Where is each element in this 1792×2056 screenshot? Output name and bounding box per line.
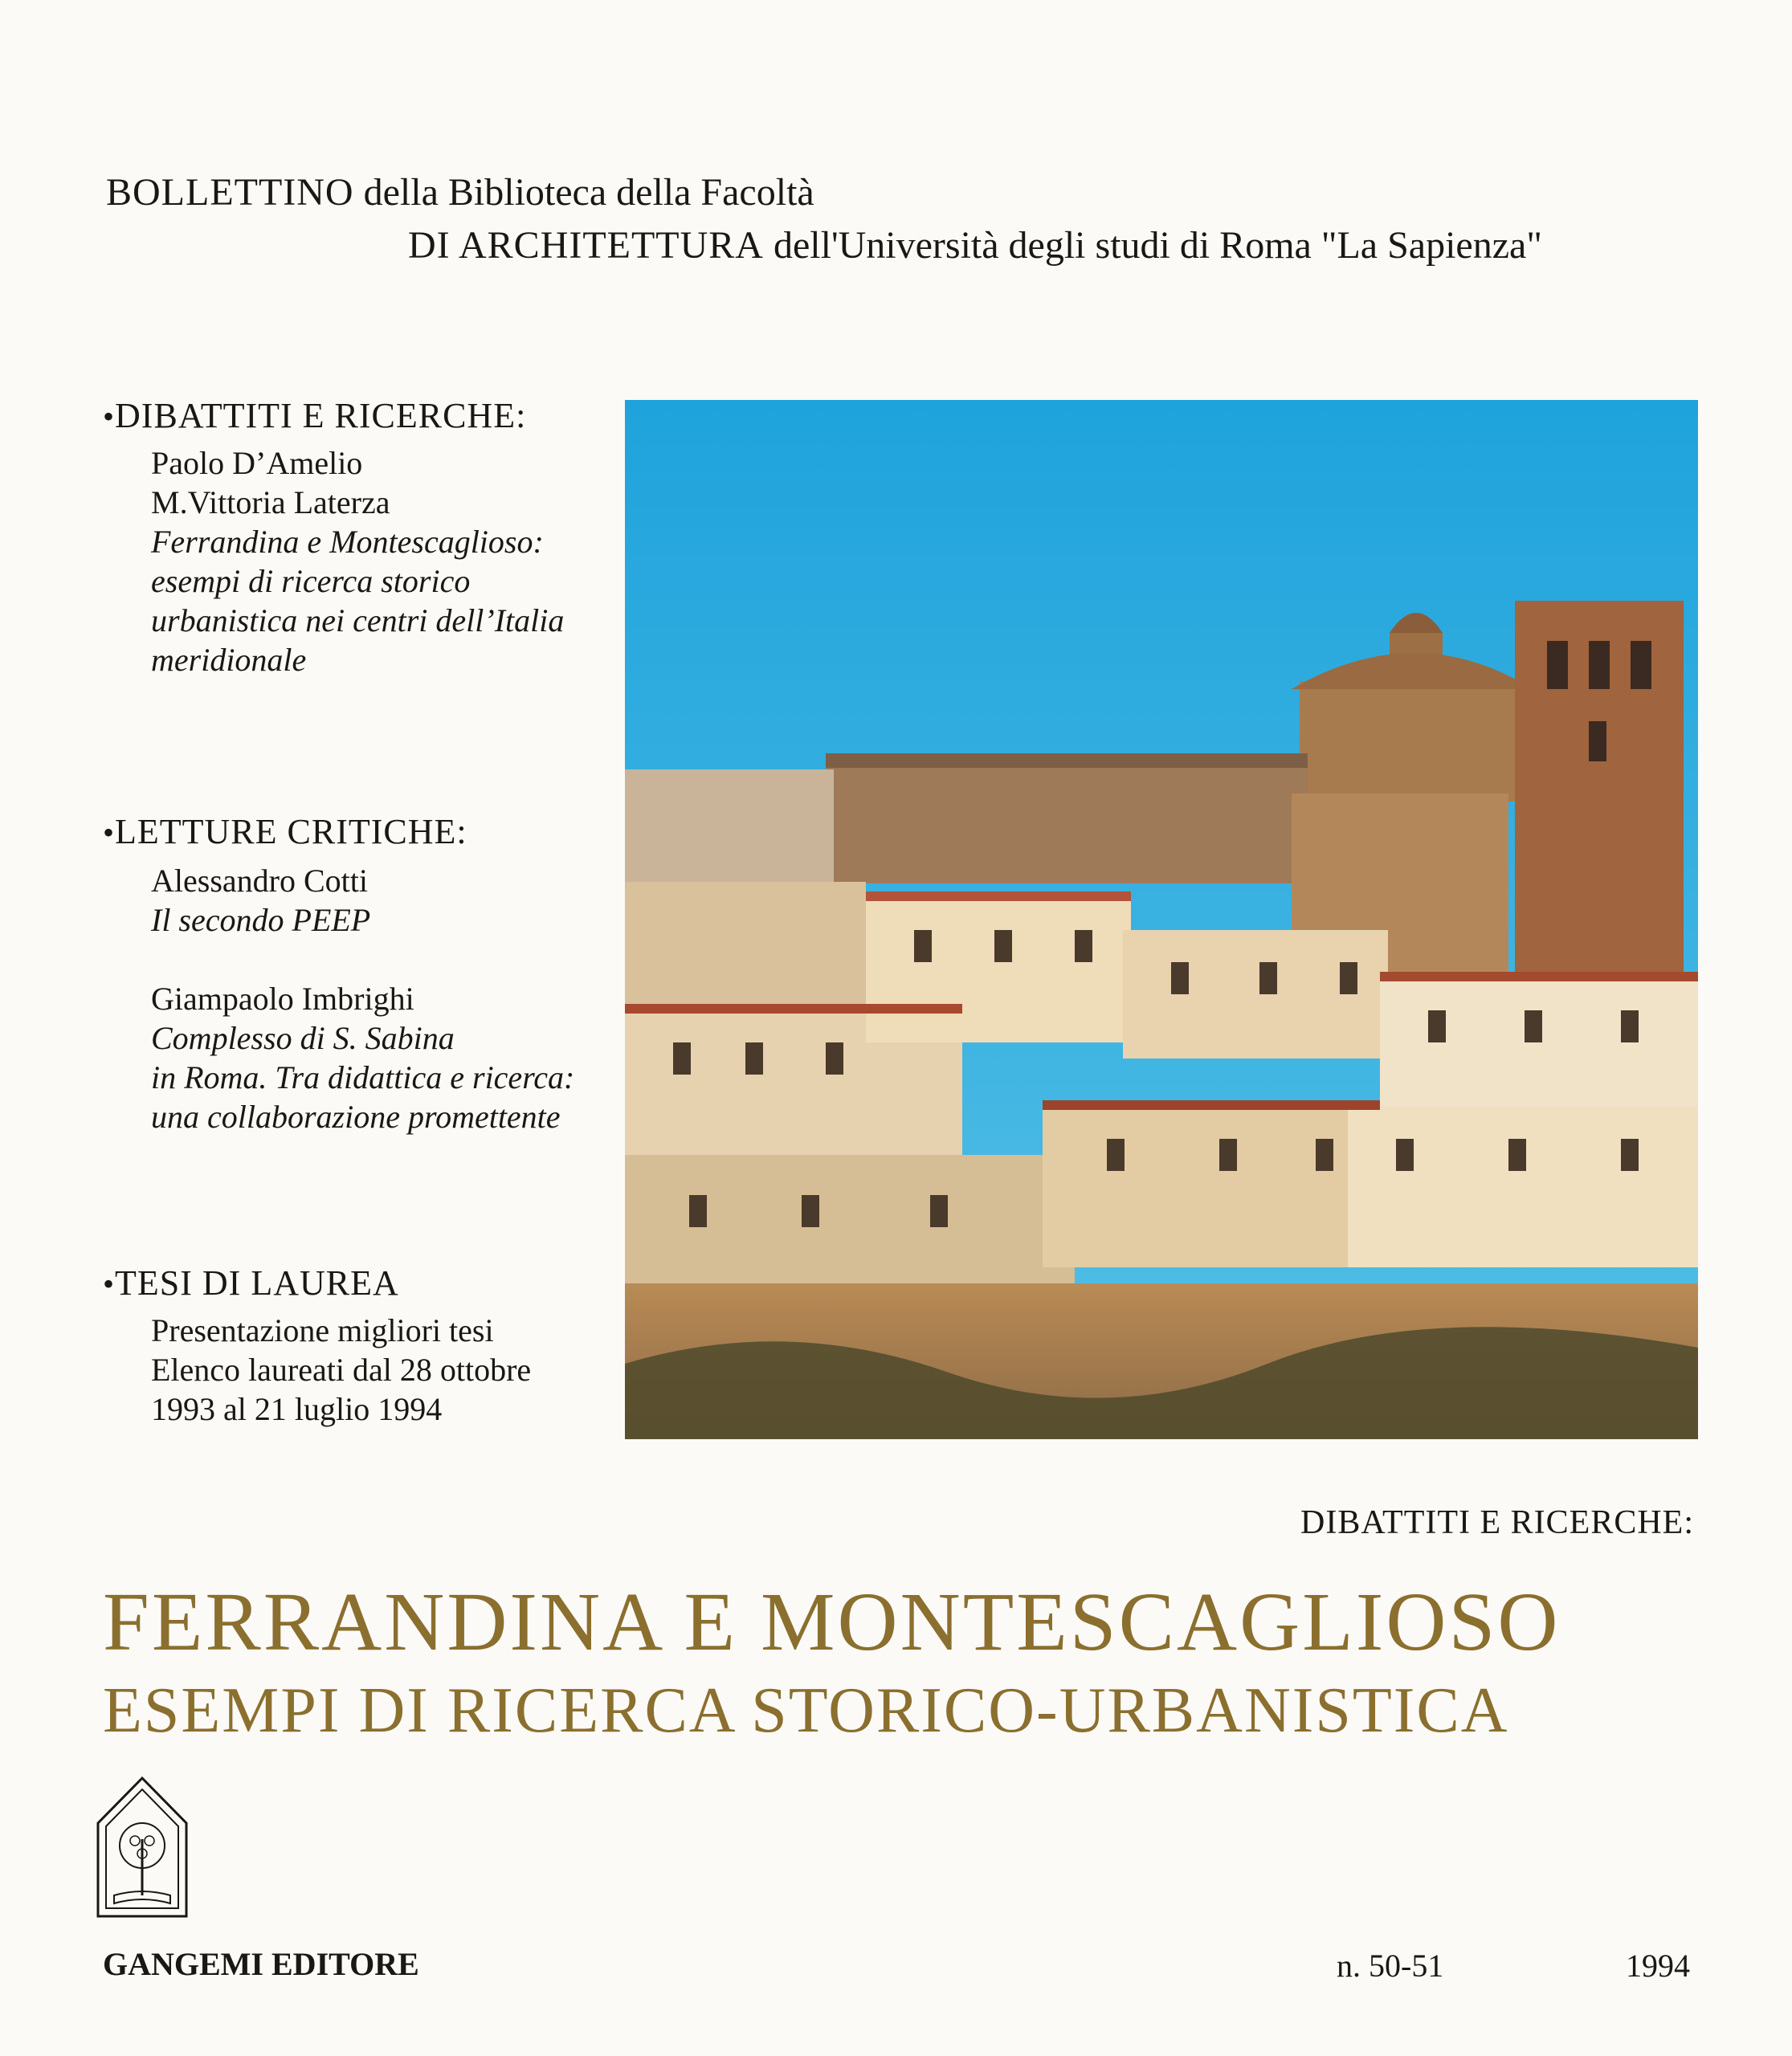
section-heading-text: LETTURE CRITICHE: <box>115 812 467 851</box>
contents-line: Il secondo PEEP <box>151 902 371 938</box>
contents-line: Complesso di S. Sabina <box>151 1020 455 1056</box>
publisher-name: GANGEMI EDITORE <box>103 1946 419 1982</box>
contents-line: una collaborazione promettente <box>151 1099 561 1135</box>
bullet: • <box>103 1266 116 1302</box>
section-heading-letture <box>103 814 467 850</box>
contents-line: meridionale <box>151 642 307 678</box>
section-body-dibattiti <box>151 443 564 679</box>
contents-line: urbanistica nei centri dell’Italia <box>151 602 565 638</box>
contents-line: Giampaolo Imbrighi <box>151 981 414 1017</box>
contents-line: in Roma. Tra didattica e ricerca: <box>151 1059 575 1095</box>
cover-photo <box>625 400 1698 1439</box>
contents-line: M.Vittoria Laterza <box>151 484 390 520</box>
cover-title: FERRANDINA E MONTESCAGLIOSO <box>103 1576 1561 1668</box>
contents-line: Alessandro Cotti <box>151 863 368 899</box>
publisher-logo-icon <box>95 1775 190 1919</box>
cover-subtitle: ESEMPI DI RICERCA STORICO-URBANISTICA <box>103 1675 1509 1746</box>
bullet: • <box>103 398 116 434</box>
section-heading-text: TESI DI LAUREA <box>115 1263 399 1303</box>
journal-title-caps: BOLLETTINO <box>106 171 354 214</box>
section-body-letture <box>151 861 574 1136</box>
town-photo-illustration <box>625 400 1698 1439</box>
faculty-caps: DI ARCHITETTURA <box>408 224 764 267</box>
spacer <box>151 940 574 979</box>
section-heading-text: DIBATTITI E RICERCHE: <box>115 396 527 435</box>
section-heading-tesi <box>103 1263 399 1303</box>
contents-line: esempi di ricerca storico <box>151 563 471 599</box>
issue-number: n. 50-51 <box>1337 1948 1444 1984</box>
issue-year: 1994 <box>1626 1948 1690 1984</box>
journal-title-rest: della Biblioteca della Facoltà <box>353 171 814 214</box>
cover-kicker: DIBATTITI E RICERCHE: <box>1300 1504 1694 1541</box>
section-body-tesi <box>151 1311 531 1429</box>
contents-line: Paolo D’Amelio <box>151 445 363 481</box>
bullet: • <box>103 814 116 851</box>
contents-line: 1993 al 21 luglio 1994 <box>151 1391 443 1427</box>
contents-line: Elenco laureati dal 28 ottobre <box>151 1352 532 1388</box>
contents-line: Presentazione migliori tesi <box>151 1312 494 1348</box>
journal-title-line-2 <box>408 226 1542 265</box>
faculty-rest: dell'Università degli studi di Roma "La Sapienza" <box>763 224 1542 267</box>
section-heading-dibattiti <box>103 398 526 434</box>
journal-title-line-1 <box>106 173 814 212</box>
contents-line: Ferrandina e Montescaglioso: <box>151 524 544 560</box>
